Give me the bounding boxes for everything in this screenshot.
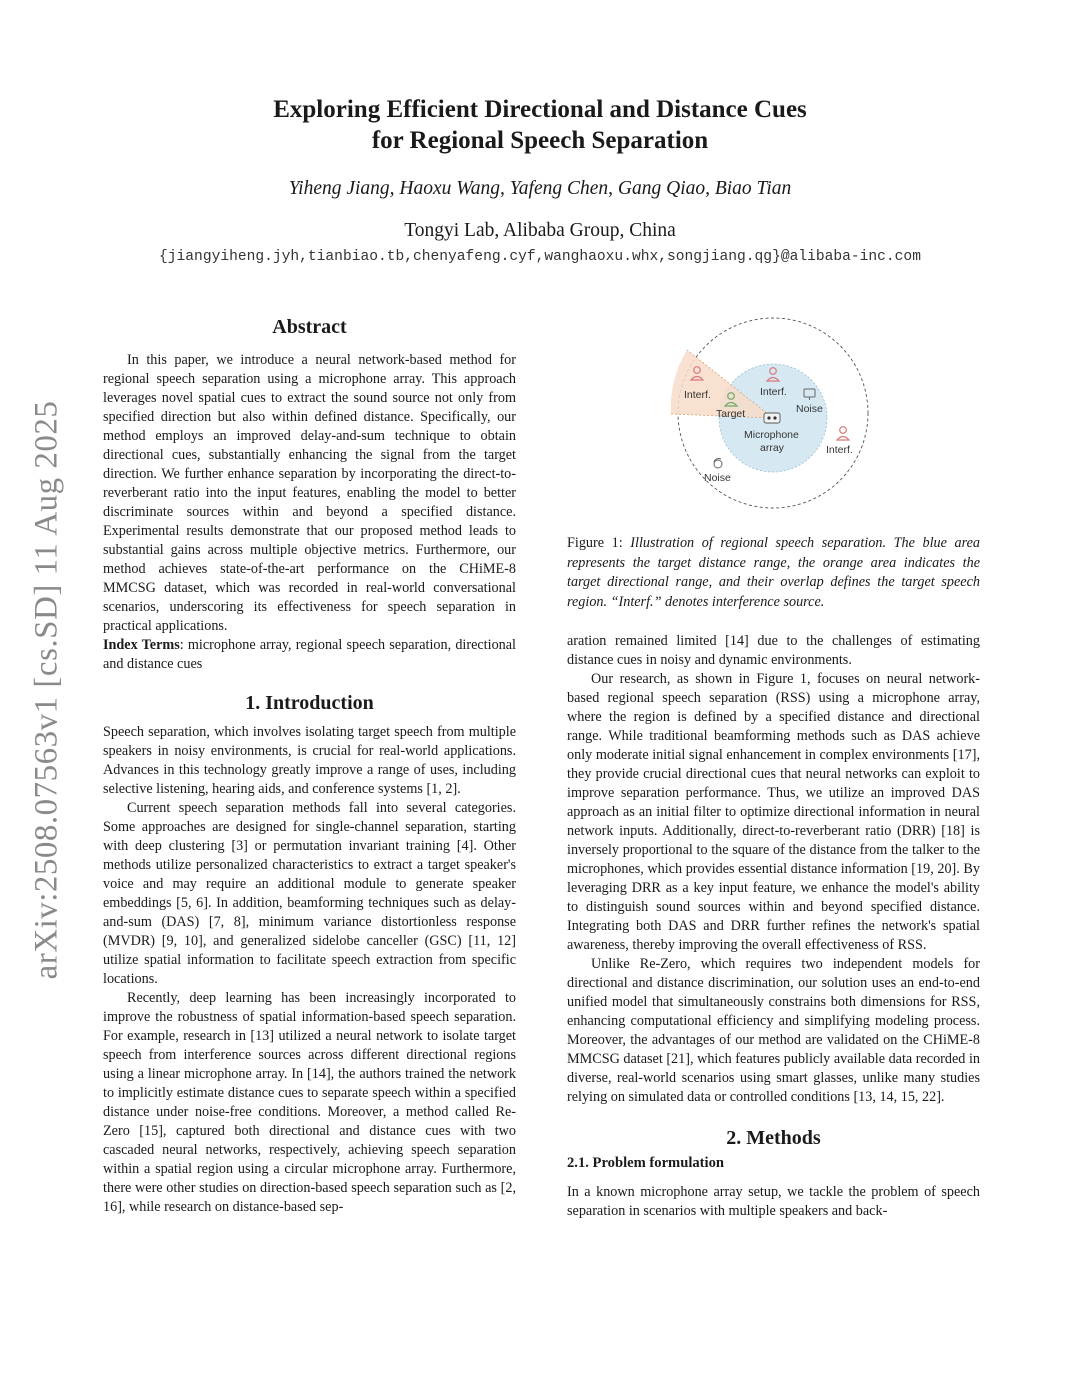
caption-text: Illustration of regional speech separation. The blue area represents the target distance range, the orange area indicates the target directional range, and their overlap defines the target speech region. “Interf.” denotes interference source.: [567, 535, 980, 610]
intro-paragraph-1: Speech separation, which involves isolating target speech from multiple speakers in noisy environments, is crucial for real-world applications. Advances in this technology greatly improve a range of uses, including selective listening, hearing aids, and conference systems [1, 2].: [103, 724, 516, 797]
intro-paragraph-3: Recently, deep learning has been increasingly incorporated to improve the robustness of spatial information-based speech separation. For example, research in [13] utilized a neural network to isolate target speech from interference sources across different directional regions using a linear microphone array. In [14], the authors trained the network to implicitly estimate distance cues to separate speech within a specified distance under noise-free conditions. Moreover, a method called Re-Zero [15], captured both directional and distance cues with two cascaded neural networks, respectively, achieving speech separation within a spatial region using a circular microphone array. Furthermore, there were other studies on direction-based speech separation such as [2, 16], while research on distance-based sep-: [103, 990, 516, 1215]
title-line-2: for Regional Speech Separation: [371, 127, 709, 154]
index-terms-text: : microphone array, regional speech separation, directional and distance cues: [103, 637, 516, 672]
intro-paragraph-2: Current speech separation methods fall into several categories. Some approaches are designed for single-channel separation, starting with deep clustering [3] or permutation invariant training [4]. Other methods utilize personalized characteristics to extract a target speaker's voice and may require an additional module to generate speaker embeddings [5, 6]. In addition, beamforming techniques such as delay-and-sum (DAS) [7, 8], minimum variance distortionless response (MVDR) [9, 10], and generalized sidelobe canceller (GSC) [11, 12] utilize spatial information to facilitate speech extraction from specific locations.: [103, 800, 516, 987]
index-terms: [103, 636, 516, 674]
label-mic-line-2: array: [760, 442, 784, 454]
label-interferer-right: Interf.: [826, 444, 853, 456]
right-column: [567, 316, 980, 1221]
left-column: [103, 318, 516, 1217]
label-target: Target: [716, 408, 746, 420]
methods-paragraph-1: In a known microphone array setup, we tackle the problem of speech separation in scenarios with multiple speakers and back-: [567, 1184, 980, 1219]
intro-paragraph-5: Our research, as shown in Figure 1, focuses on neural network-based regional speech separation (RSS) using a microphone array, where the region is defined by a specified distance and directional range. While traditional beamforming methods such as DAS achieve only moderate initial signal enhancement in complex environments [17], they provide crucial directional cues that neural networks can exploit to improve separation performance. Thus, we utilize an improved DAS approach as an initial filter to optimize directional information in neural network inputs. Additionally, direct-to-reverberant ratio (DRR) [18] is inversely proportional to the square of the distance from the talker to the microphones, which provides essential distance information [19, 20]. By leveraging DRR as a key input feature, we enhance the model's ability to distinguish sound sources within and beyond specified distance. Integrating both DAS and DRR further refines the network's spatial awareness, thereby improving the overall effectiveness of RSS.: [567, 671, 980, 953]
person-icon: [837, 427, 849, 440]
index-terms-label: Index Terms: [103, 637, 180, 653]
problem-formulation-heading: 2.1. Problem formulation: [567, 1155, 725, 1171]
intro-paragraph-4: aration remained limited [14] due to the challenges of estimating distance cues in noisy and dynamic environments.: [567, 633, 980, 668]
figure-1: [567, 316, 980, 516]
regional-separation-diagram: [665, 316, 885, 511]
label-noise-right: Noise: [796, 403, 823, 415]
abstract-text: In this paper, we introduce a neural network-based method for regional speech separation using a microphone array. This approach leverages novel spatial cues to extract the sound source not only from specified direction but also within defined distance. Specifically, our method employs an improved delay-and-sum technique to obtain directional cues, substantially enhancing the signal from the target direction. We further enhance separation by incorporating the direct-to-reverberant ratio into the input features, enabling the model to better discriminate sources within and beyond a specified distance. Experimental results demonstrate that our proposed method leads to substantial gains across multiple objective metrics. Furthermore, our method achieves state-of-the-art performance on the CHiME-8 MMCSG dataset, which was recorded in real-world conversational scenarios, underscoring its effectiveness for speech separation in practical applications.: [103, 352, 516, 634]
author-emails: {jiangyiheng.jyh,tianbiao.tb,chenyafeng.cyf,wanghaoxu.whx,songjiang.qg}@alibaba-inc.com: [159, 249, 921, 265]
label-noise-bottom: Noise: [704, 472, 731, 484]
label-mic-line-1: Microphone: [744, 429, 799, 441]
intro-paragraph-6: Unlike Re-Zero, which requires two independent models for directional and distance discrimination, our solution uses an end-to-end unified model that simultaneously constrains both dimensions for RSS, enhancing computational efficiency and simplifying modeling process. Moreover, the advantages of our method are validated on the CHiME-8 MMCSG dataset [21], which features publicly available data recorded in diverse, real-world scenarios using smart glasses, unlike many studies relying on simulated data or controlled conditions [13, 14, 15, 22].: [567, 956, 980, 1105]
label-interferer-top: Interf.: [760, 386, 787, 398]
paper-title: [0, 94, 1080, 156]
caption-prefix: Figure 1:: [567, 535, 631, 551]
dial-icon: [714, 458, 722, 468]
arxiv-stamp-text: arXiv:2508.07563v1 [cs.SD] 11 Aug 2025: [28, 400, 65, 980]
abstract-heading: Abstract: [272, 316, 347, 338]
arxiv-stamp: [20, 370, 74, 1010]
affiliation: Tongyi Lab, Alibaba Group, China: [404, 220, 676, 241]
figure-caption: [567, 534, 980, 612]
label-interferer-left: Interf.: [684, 389, 711, 401]
author-list: Yiheng Jiang, Haoxu Wang, Yafeng Chen, Gang Qiao, Biao Tian: [288, 178, 792, 199]
methods-heading: 2. Methods: [726, 1127, 821, 1149]
introduction-heading: 1. Introduction: [245, 692, 374, 714]
title-line-1: Exploring Efficient Directional and Distance Cues: [273, 96, 807, 123]
microphone-array-icon: [764, 413, 780, 423]
